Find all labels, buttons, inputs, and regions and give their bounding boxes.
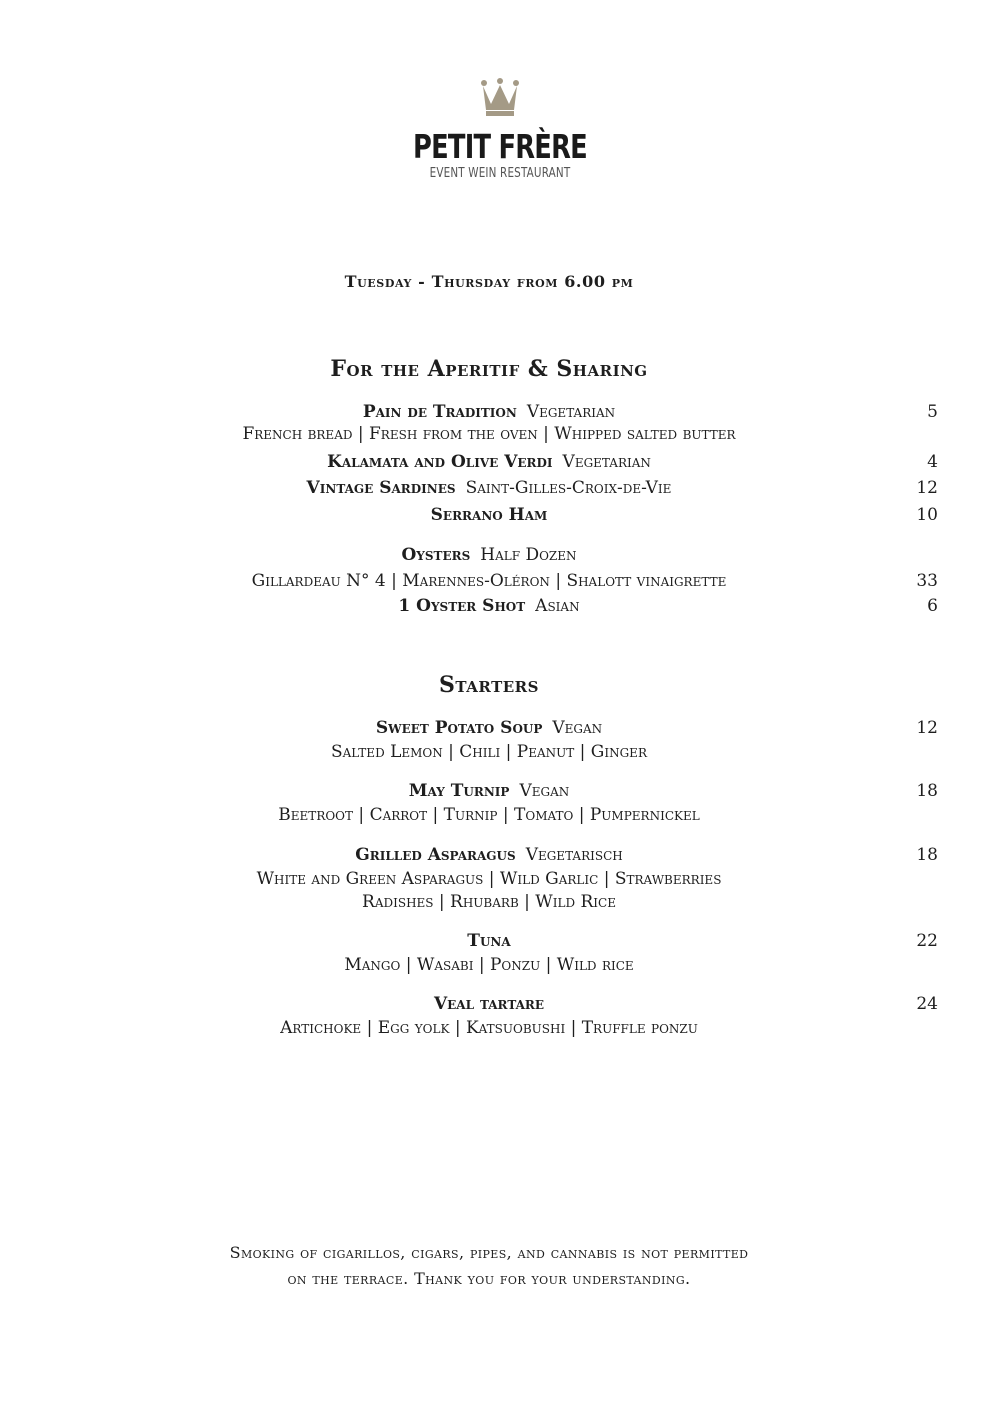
item-desc-soup: Salted Lemon | Chili | Peanut | Ginger: [331, 742, 647, 762]
brand-name: PETIT FRÈRE: [413, 127, 587, 166]
price-tuna: 22: [916, 931, 938, 951]
item-name: Kalamata and Olive Verdi: [327, 452, 553, 472]
menu-item-serrano: [0, 505, 978, 525]
item-tag: Vegan: [552, 718, 603, 738]
footer-note-line-2: on the terrace. Thank you for your understanding.: [287, 1269, 691, 1288]
item-desc-asparagus-2: Radishes | Rhubarb | Wild Rice: [362, 892, 616, 912]
logo: [0, 78, 1000, 181]
item-name: Pain de Tradition: [362, 402, 517, 422]
price-pain: 5: [927, 402, 938, 422]
item-name: Grilled Asparagus: [355, 845, 516, 865]
item-tag: Saint-Gilles-Croix-de-Vie: [465, 478, 672, 498]
price-oysters: 33: [916, 571, 938, 591]
price-turnip: 18: [916, 781, 938, 801]
item-tag: Half Dozen: [480, 545, 577, 565]
item-name: May Turnip: [408, 781, 510, 801]
item-name: Veal tartare: [433, 994, 545, 1014]
opening-hours: Tuesday - Thursday from 6.00 pm: [344, 272, 634, 291]
price-kalamata: 4: [927, 452, 938, 472]
menu-item-veal: [0, 994, 978, 1014]
crown-icon: [480, 78, 520, 118]
price-veal: 24: [916, 994, 938, 1014]
item-desc-pain: French bread | Fresh from the oven | Whipped salted butter: [242, 424, 736, 444]
item-tag: Vegetarian: [562, 452, 651, 472]
footer-note-line-1: Smoking of cigarillos, cigars, pipes, and cannabis is not permitted: [229, 1243, 749, 1262]
price-asparagus: 18: [916, 845, 938, 865]
menu-item-asparagus: [0, 845, 978, 865]
brand-tagline: EVENT WEIN RESTAURANT: [429, 166, 571, 181]
item-name: Sweet Potato Soup: [375, 718, 543, 738]
menu-item-oysters: [0, 545, 978, 565]
item-tag: Vegetarian: [526, 402, 616, 422]
item-name: 1 Oyster Shot: [398, 596, 526, 616]
section-title-starters: Starters: [439, 672, 539, 698]
menu-item-oyster-shot: [0, 596, 978, 616]
item-desc-tuna: Mango | Wasabi | Ponzu | Wild rice: [344, 955, 634, 975]
price-oyster-shot: 6: [927, 596, 938, 616]
item-tag: Asian: [535, 596, 580, 616]
menu-item-turnip: [0, 781, 978, 801]
item-desc-veal: Artichoke | Egg yolk | Katsuobushi | Truffle ponzu: [280, 1018, 698, 1038]
item-desc-oysters: Gillardeau N° 4 | Marennes-Oléron | Shalott vinaigrette: [251, 571, 727, 591]
item-name: Tuna: [467, 931, 511, 951]
menu-item-soup: [0, 718, 978, 738]
menu-item-tuna: [0, 931, 978, 951]
menu-item-sardines: [0, 478, 978, 498]
item-desc-asparagus-1: White and Green Asparagus | Wild Garlic | Strawberries: [256, 869, 722, 889]
item-name: Vintage Sardines: [306, 478, 456, 498]
menu-item-pain: [0, 402, 978, 422]
item-desc-turnip: Beetroot | Carrot | Turnip | Tomato | Pumpernickel: [278, 805, 700, 825]
menu-item-kalamata: [0, 452, 978, 472]
price-serrano: 10: [916, 505, 938, 525]
item-name: Serrano Ham: [430, 505, 548, 525]
section-title-aperitif: For the Aperitif & Sharing: [330, 356, 648, 382]
item-name: Oysters: [401, 545, 471, 565]
price-sardines: 12: [916, 478, 938, 498]
item-tag: Vegan: [519, 781, 570, 801]
price-soup: 12: [916, 718, 938, 738]
item-tag: Vegetarisch: [525, 845, 623, 865]
